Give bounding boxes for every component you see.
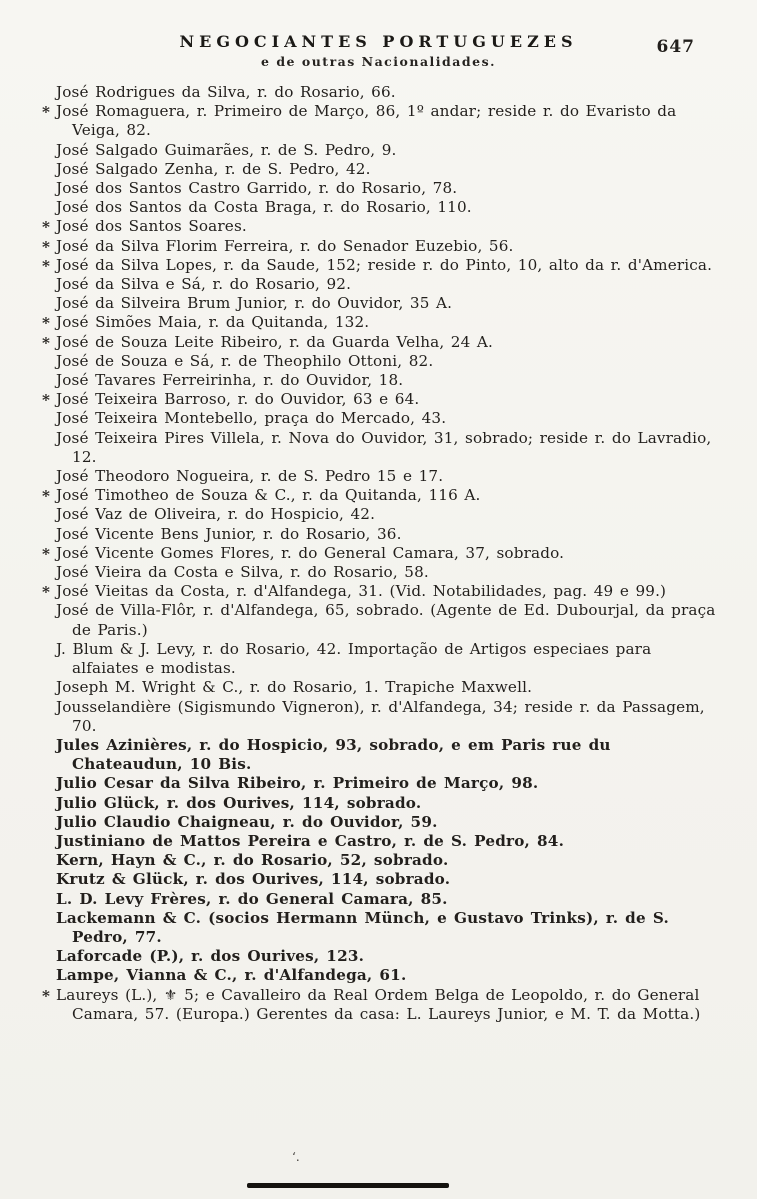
- directory-entry: [56, 851, 717, 870]
- entry-text: Lampe, Vianna & C., r. d'Alfandega, 61.: [56, 966, 407, 985]
- entry-text: L. D. Levy Frères, r. do General Camara, 85.: [56, 889, 448, 908]
- star-marker: *: [42, 314, 51, 333]
- entry-text: José da Silveira Brum Junior, r. do Ouvidor, 35 A.: [56, 294, 453, 313]
- directory-entry: [56, 505, 717, 524]
- page-title: NEGOCIANTES PORTUGUEZES: [179, 32, 578, 51]
- entry-text: Jules Azinières, r. do Hospicio, 93, sobrado, e em Paris rue du Chateaudun, 10 Bis.: [56, 735, 611, 774]
- entry-text: José Vieitas da Costa, r. d'Alfandega, 31. (Vid. Notabilidades, pag. 49 e 99.): [56, 582, 667, 601]
- entry-text: Lackemann & C. (socios Hermann Münch, e Gustavo Trinks), r. de S. Pedro, 77.: [56, 908, 669, 946]
- directory-entry: [56, 371, 717, 390]
- star-marker: *: [42, 256, 51, 275]
- entry-text: José Simões Maia, r. da Quitanda, 132.: [56, 313, 370, 332]
- directory-entry: [56, 870, 717, 889]
- directory-entry: [56, 832, 717, 851]
- directory-entry: [42, 236, 717, 256]
- entry-text: José Rodrigues da Silva, r. do Rosario, 66.: [56, 83, 396, 101]
- directory-entry: [42, 486, 717, 506]
- directory-entry: [56, 601, 717, 639]
- entry-text: José dos Santos da Costa Braga, r. do Rosario, 110.: [56, 198, 472, 217]
- page-subtitle: e de outras Nacionalidades.: [261, 54, 496, 69]
- entry-text: José Romaguera, r. Primeiro de Março, 86, 1º andar; reside r. do Evaristo da Veiga, 82.: [56, 102, 677, 140]
- directory-entry: [42, 985, 717, 1024]
- star-marker: *: [42, 391, 51, 410]
- directory-entry: [42, 313, 717, 333]
- star-marker: *: [42, 544, 51, 563]
- directory-entry: [42, 332, 717, 352]
- entry-text: José Theodoro Nogueira, r. de S. Pedro 15 e 17.: [56, 467, 444, 486]
- entry-text: José Tavares Ferreirinha, r. do Ouvidor, 18.: [56, 371, 404, 390]
- entry-list: [0, 69, 757, 1024]
- entry-text: José Salgado Zenha, r. de S. Pedro, 42.: [56, 159, 371, 178]
- directory-entry: [56, 467, 717, 486]
- directory-entry: [56, 813, 717, 832]
- entry-text: José de Souza Leite Ribeiro, r. da Guarda Velha, 24 A.: [56, 332, 494, 351]
- entry-text: José da Silva e Sá, r. do Rosario, 92.: [56, 275, 352, 294]
- directory-entry: [56, 698, 717, 736]
- entry-text: Julio Cesar da Silva Ribeiro, r. Primeiro de Março, 98.: [56, 774, 539, 793]
- directory-entry: [56, 736, 717, 774]
- entry-text: J. Blum & J. Levy, r. do Rosario, 42. Importação de Artigos especiaes para alfaiates e modistas.: [56, 639, 652, 678]
- entry-text: José Timotheo de Souza & C., r. da Quitanda, 116 A.: [56, 486, 481, 505]
- star-marker: *: [42, 237, 51, 256]
- entry-text: José Vaz de Oliveira, r. do Hospicio, 42.: [56, 505, 376, 524]
- star-marker: *: [42, 986, 51, 1005]
- entry-text: Justiniano de Mattos Pereira e Castro, r. de S. Pedro, 84.: [56, 831, 565, 850]
- entry-text: José de Villa-Flôr, r. d'Alfandega, 65, sobrado. (Agente de Ed. Dubourjal, da praça de Paris.): [56, 601, 716, 639]
- directory-entry: [56, 83, 717, 102]
- star-marker: *: [42, 218, 51, 237]
- directory-entry: [56, 678, 717, 697]
- entry-text: Laureys (L.), ⚜ 5; e Cavalleiro da Real Ordem Belga de Leopoldo, r. do General Camara, 57. (Europa.) Gerentes da casa: L. Laureys Junior, e M. T. da Motta.): [56, 985, 701, 1023]
- entry-text: Laforcade (P.), r. dos Ourives, 123.: [56, 947, 365, 966]
- entry-text: José Teixeira Pires Villela, r. Nova do Ouvidor, 31, sobrado; reside r. do Lavradio, 12.: [56, 428, 712, 466]
- directory-entry: [56, 275, 717, 294]
- page-bottom-rule: [247, 1183, 449, 1188]
- directory-entry: [42, 217, 717, 237]
- entry-text: Joseph M. Wright & C., r. do Rosario, 1. Trapiche Maxwell.: [56, 678, 533, 697]
- directory-entry: [56, 563, 717, 582]
- directory-entry: [56, 179, 717, 198]
- directory-entry: [56, 160, 717, 179]
- directory-entry: [42, 543, 717, 563]
- entry-text: José Teixeira Montebello, praça do Mercado, 43.: [56, 409, 447, 428]
- entry-text: José da Silva Lopes, r. da Saude, 152; reside r. do Pinto, 10, alto da r. d'America.: [56, 255, 713, 274]
- directory-entry: [56, 352, 717, 371]
- directory-entry: [42, 102, 717, 140]
- star-marker: *: [42, 333, 51, 352]
- directory-entry: [56, 774, 717, 793]
- entry-text: Jousselandière (Sigismundo Vigneron), r. d'Alfandega, 34; reside r. da Passagem, 70.: [56, 697, 705, 735]
- entry-text: José Salgado Guimarães, r. de S. Pedro, 9.: [56, 140, 397, 159]
- directory-entry: [56, 909, 717, 947]
- scan-stray-mark: ‘.: [292, 1150, 300, 1164]
- directory-entry: [56, 947, 717, 966]
- entry-text: José Vicente Gomes Flores, r. do General Camara, 37, sobrado.: [56, 543, 565, 562]
- entry-text: Julio Glück, r. dos Ourives, 114, sobrado.: [56, 793, 422, 812]
- directory-entry: [56, 294, 717, 313]
- entry-text: José da Silva Florim Ferreira, r. do Senador Euzebio, 56.: [56, 236, 514, 255]
- directory-entry: [56, 141, 717, 160]
- entry-text: José Vicente Bens Junior, r. do Rosario, 36.: [56, 524, 402, 543]
- entry-text: José Vieira da Costa e Silva, r. do Rosario, 58.: [56, 563, 429, 582]
- directory-entry: [56, 890, 717, 909]
- directory-entry: [56, 429, 717, 467]
- directory-entry: [56, 525, 717, 544]
- entry-text: Julio Claudio Chaigneau, r. do Ouvidor, 59.: [56, 812, 438, 831]
- directory-entry: [56, 198, 717, 217]
- entry-text: Krutz & Glück, r. dos Ourives, 114, sobrado.: [56, 870, 451, 889]
- entry-text: José dos Santos Castro Garrido, r. do Rosario, 78.: [56, 179, 458, 198]
- directory-entry: [56, 640, 717, 678]
- directory-entry: [56, 794, 717, 813]
- entry-text: José dos Santos Soares.: [56, 217, 247, 236]
- page-number: 647: [656, 37, 695, 57]
- star-marker: *: [42, 487, 51, 506]
- entry-text: Kern, Hayn & C., r. do Rosario, 52, sobrado.: [56, 851, 449, 870]
- directory-entry: [56, 409, 717, 428]
- directory-entry: [42, 582, 717, 602]
- entry-text: José de Souza e Sá, r. de Theophilo Ottoni, 82.: [56, 351, 434, 370]
- directory-entry: [42, 390, 717, 410]
- star-marker: *: [42, 103, 51, 122]
- directory-entry: [56, 966, 717, 985]
- entry-text: José Teixeira Barroso, r. do Ouvidor, 63 e 64.: [56, 390, 420, 409]
- directory-entry: [42, 255, 717, 275]
- star-marker: *: [42, 583, 51, 602]
- page-header: [0, 0, 757, 69]
